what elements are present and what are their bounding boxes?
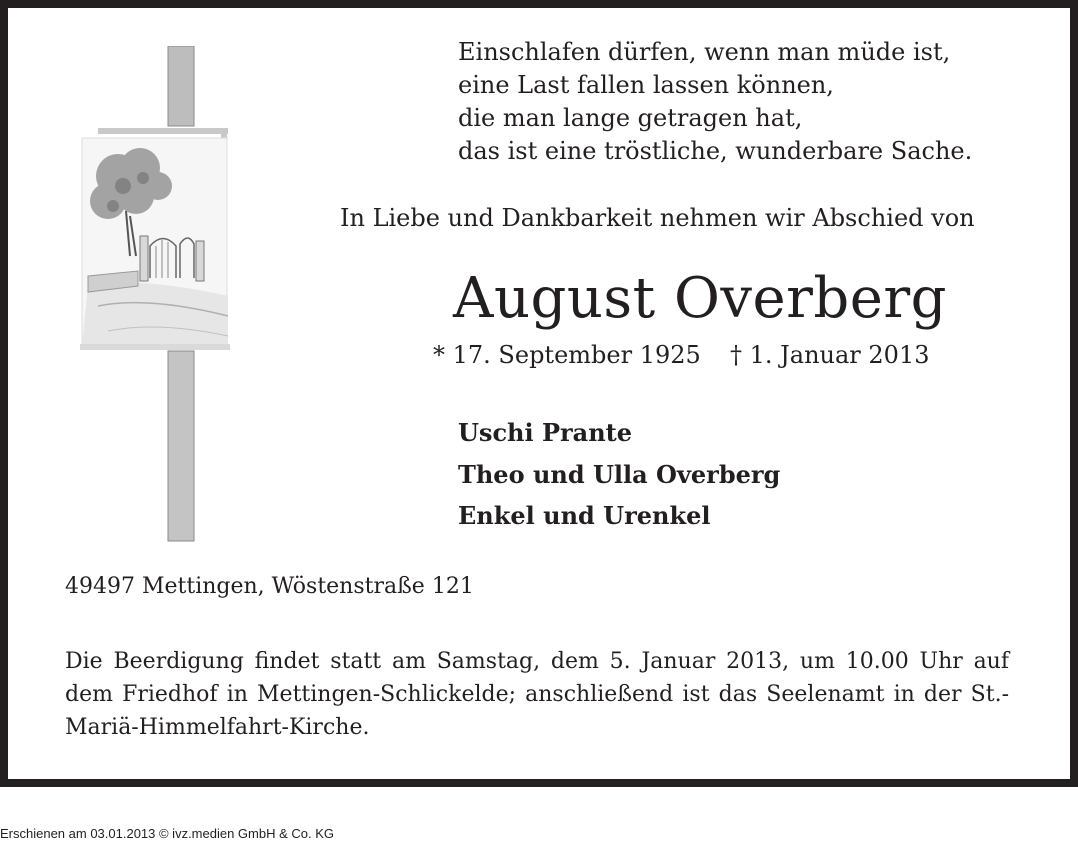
intro-line: In Liebe und Dankbarkeit nehmen wir Abschied von (340, 204, 975, 232)
funeral-notice: Die Beerdigung findet statt am Samstag, dem 5. Januar 2013, um 10.00 Uhr auf dem Friedhof in Mettingen-Schlickelde; anschließend ist das Seelenamt in der St.-Mariä-Himmelfahrt-Kirche. (65, 649, 1009, 740)
publication-footer: Erschienen am 03.01.2013 © ivz.medien GmbH & Co. KG (0, 826, 335, 841)
deceased-name: August Overberg (453, 266, 948, 331)
cross-landscape-illustration (78, 46, 248, 546)
address: 49497 Mettingen, Wöstenstraße 121 (65, 574, 474, 599)
poem-line: Einschlafen dürfen, wenn man müde ist, (458, 38, 951, 66)
mourner-name: Enkel und Urenkel (458, 501, 711, 530)
mourner-name: Uschi Prante (458, 418, 633, 447)
birth-date: * 17. September 1925 (433, 341, 701, 369)
poem-line: die man lange getragen hat, (458, 104, 803, 132)
mourner-name: Theo und Ulla Overberg (458, 459, 781, 489)
death-date: † 1. Januar 2013 (730, 341, 930, 369)
mourners-list (458, 412, 780, 537)
poem (458, 36, 972, 168)
poem-line: eine Last fallen lassen können, (458, 71, 834, 99)
poem-line: das ist eine tröstliche, wunderbare Sache. (458, 137, 973, 165)
